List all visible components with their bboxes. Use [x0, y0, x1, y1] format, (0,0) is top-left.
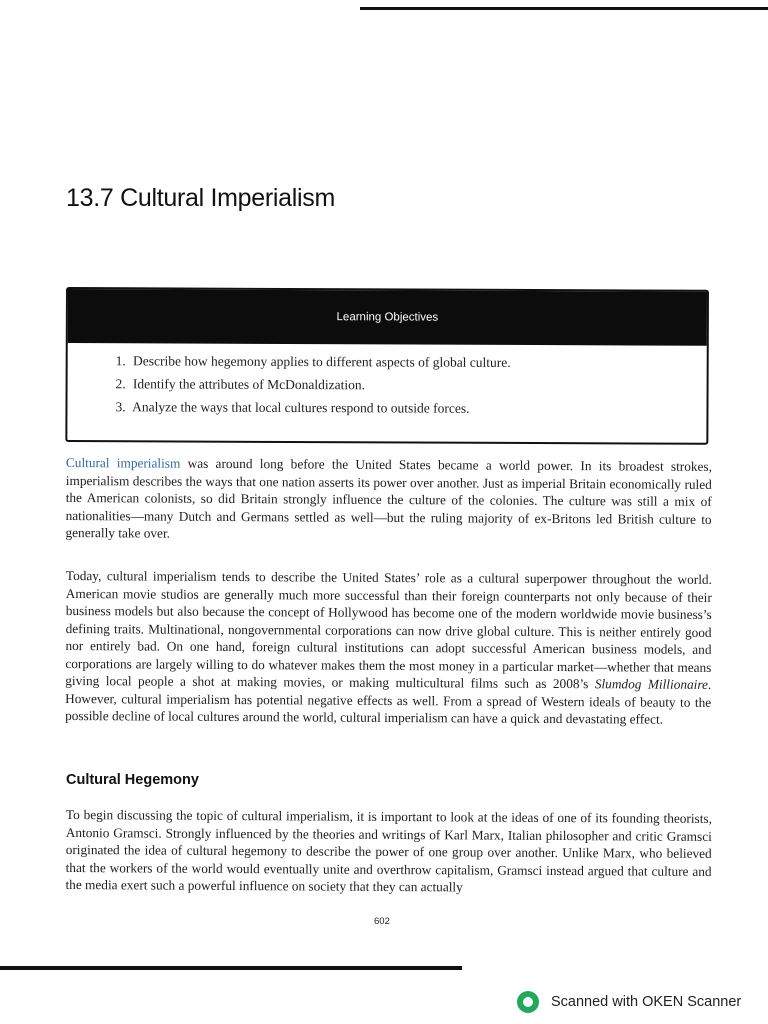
- page-number: 602: [374, 916, 390, 927]
- bottom-divider: [0, 966, 462, 970]
- scanner-watermark-text: Scanned with OKEN Scanner: [551, 994, 742, 1010]
- list-item-number: 2.: [115, 376, 126, 392]
- list-item-text: Describe how hegemony applies to different aspects of global culture.: [133, 353, 511, 370]
- learning-objectives-box: [65, 287, 709, 445]
- list-item: [116, 349, 707, 375]
- key-term-link[interactable]: Cultural imperialism: [65, 454, 181, 471]
- list-item-number: 1.: [115, 353, 126, 369]
- paragraph-cultural-imperialism: [65, 454, 712, 545]
- paragraph-gramsci: [65, 806, 712, 897]
- list-item-number: 3.: [115, 399, 126, 415]
- top-divider: [360, 7, 768, 10]
- list-item: [115, 395, 706, 421]
- paragraph-text: was around long before the United States became a world power. In its broadest strokes, imperialism describes the ways that one nation asserts its power over another. Just as imperial Britain economically ruled the American colonists, so did Britain strongly influence the culture of the colonies. The culture was still a mix of nationalities—many Dutch and Germans settled as well—but the ruling majority of ex-Britons led British culture to generally take over.: [65, 455, 712, 541]
- oken-scanner-logo-icon: [517, 991, 539, 1013]
- list-item: [116, 372, 707, 398]
- learning-objectives-header: Learning Objectives: [68, 289, 707, 346]
- paragraph-text: . However, cultural imperialism has potential negative effects as well. From a spread of Western ideals of beauty to the possible decline of local cultures around the world, cultural imperialism can have a quick and devastating effect.: [65, 676, 712, 727]
- section-heading: Cultural Hegemony: [66, 772, 199, 788]
- list-item-text: Identify the attributes of McDonaldization.: [132, 376, 366, 393]
- paragraph-today: [65, 567, 712, 728]
- scanner-watermark: [517, 991, 741, 1013]
- page-title: 13.7 Cultural Imperialism: [66, 184, 335, 212]
- learning-objectives-list: [67, 349, 706, 421]
- paragraph-text: To begin discussing the topic of cultural imperialism, it is important to look at the ideas of one of its founding theorists, Antonio Gramsci. Strongly influenced by the theories and writings of Karl Marx, Italian philosopher and critic Gramsci originated the idea of cultural hegemony to describe the power of one group over another. Unlike Marx, who believed that the workers of the world would eventually unite and overthrow capitalism, Gramsci instead argued that culture and the media exert such a powerful influence on society that they can actually: [65, 807, 712, 895]
- list-item-text: Analyze the ways that local cultures respond to outside forces.: [132, 399, 470, 416]
- film-title: Slumdog Millionaire: [594, 676, 708, 692]
- paragraph-text: Today, cultural imperialism tends to describe the United States’ role as a cultural superpower throughout the world. American movie studios are generally much more successful than their foreign counterparts not only because of their business models but also because the concept of Hollywood has become one of the modern worldwide movie business’s defining traits. Multinational, nongovernmental corporations can now drive global culture. This is neither entirely good nor entirely bad. On one hand, foreign cultural institutions can adopt successful American business models, and corporations are largely willing to do whatever makes them the most money in a particular market—whether that means giving local people a shot at making movies, or making multicultural films such as 2008’s: [65, 568, 712, 692]
